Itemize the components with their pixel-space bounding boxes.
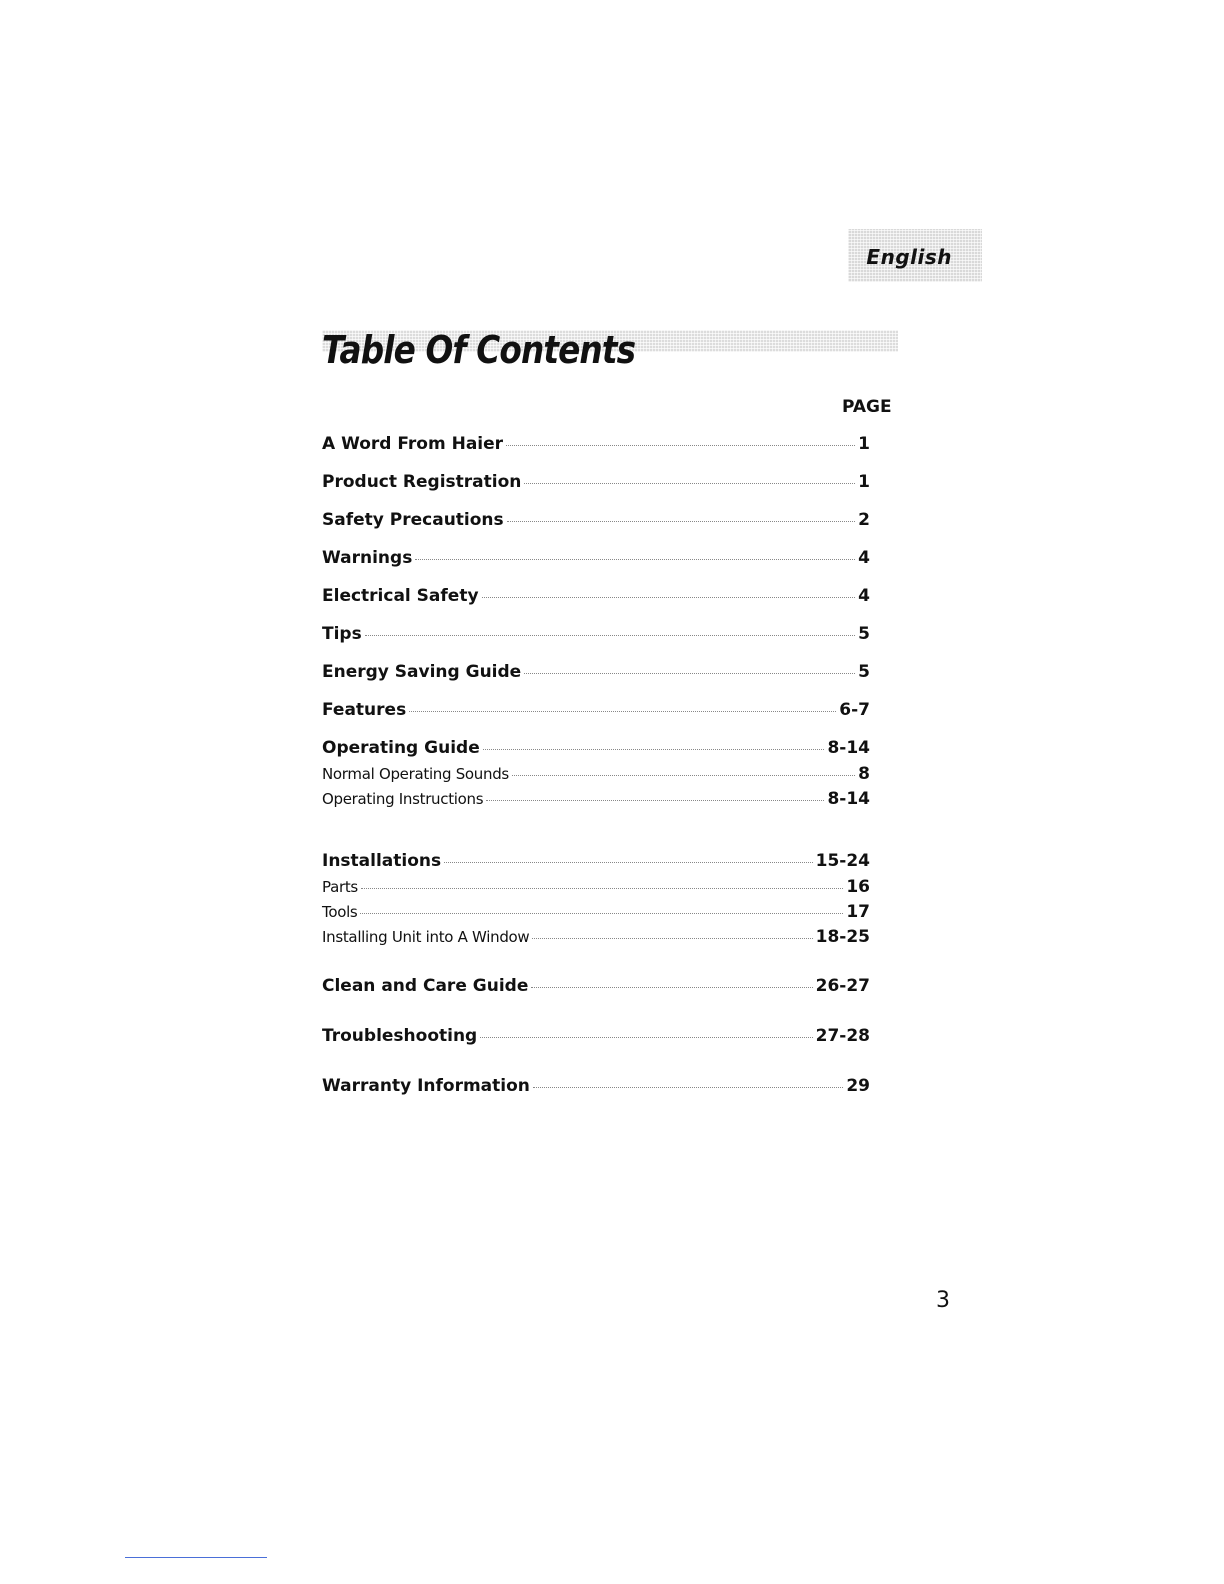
dot-leader [361, 888, 843, 889]
page-title: Table Of Contents [322, 328, 636, 372]
dot-leader [524, 673, 855, 674]
toc-entry-label: Features [322, 700, 407, 720]
toc-entry-label: Electrical Safety [322, 586, 479, 606]
toc-entry-label: Operating Guide [322, 738, 480, 758]
dot-leader [360, 913, 843, 914]
dot-leader [506, 445, 855, 446]
dot-leader [524, 483, 855, 484]
page-column-heading: PAGE [842, 397, 892, 417]
toc-subentry-label: Installing Unit into A Window [322, 928, 530, 946]
toc-subentry-page: 16 [846, 877, 870, 897]
toc-entry [322, 586, 870, 606]
dot-leader [482, 597, 856, 598]
dot-leader [531, 987, 812, 988]
toc-subentry [322, 789, 870, 809]
toc-entry-page: 4 [858, 548, 870, 568]
toc-entry-label: Safety Precautions [322, 510, 504, 530]
toc-entry-page: 26-27 [815, 976, 870, 996]
toc-entry-label: Energy Saving Guide [322, 662, 522, 682]
toc-entry-label: Installations [322, 851, 442, 871]
toc-entry [322, 851, 870, 871]
toc-entry [322, 976, 870, 996]
dot-leader [415, 559, 855, 560]
dot-leader [365, 635, 855, 636]
toc-entry-page: 6-7 [839, 700, 870, 720]
toc-entry-label: Clean and Care Guide [322, 976, 529, 996]
page-number: 3 [936, 1288, 950, 1313]
toc-entry-label: Warnings [322, 548, 413, 568]
dot-leader [533, 1087, 843, 1088]
toc-subentry [322, 927, 870, 947]
toc-entry-page: 8-14 [827, 738, 870, 758]
toc-entry-page: 15-24 [815, 851, 870, 871]
dot-leader [483, 749, 825, 750]
toc-subentry-page: 8 [858, 764, 870, 784]
toc-entry [322, 662, 870, 682]
toc-entry-label: A Word From Haier [322, 434, 504, 454]
dot-leader [480, 1037, 812, 1038]
toc-subentry-page: 8-14 [827, 789, 870, 809]
toc-entry [322, 700, 870, 720]
dot-leader [512, 775, 855, 776]
toc-entry-page: 1 [858, 472, 870, 492]
toc-entry-page: 2 [858, 510, 870, 530]
toc-entry [322, 1026, 870, 1046]
toc-entry [322, 624, 870, 644]
toc-entry [322, 434, 870, 454]
toc-entry-page: 1 [858, 434, 870, 454]
toc-entry-page: 27-28 [815, 1026, 870, 1046]
toc-entry-page: 5 [858, 624, 870, 644]
toc-subentry-label: Operating Instructions [322, 790, 484, 808]
toc-entry [322, 548, 870, 568]
toc-subentry-page: 17 [846, 902, 870, 922]
toc-subentry [322, 764, 870, 784]
dot-leader [409, 711, 836, 712]
toc-subentry-label: Tools [322, 903, 358, 921]
toc-entry-label: Product Registration [322, 472, 522, 492]
toc-subentry [322, 902, 870, 922]
footnote-rule [125, 1557, 267, 1558]
toc-entry-page: 5 [858, 662, 870, 682]
toc-subentry-label: Normal Operating Sounds [322, 765, 509, 783]
toc-entry-page: 4 [858, 586, 870, 606]
toc-entry [322, 1076, 870, 1096]
toc-subentry [322, 877, 870, 897]
toc-entry [322, 738, 870, 758]
toc-entry-page: 29 [846, 1076, 870, 1096]
toc-entry-label: Tips [322, 624, 362, 644]
toc-entry [322, 472, 870, 492]
toc-entry-label: Troubleshooting [322, 1026, 478, 1046]
language-label: English [866, 245, 952, 269]
toc-subentry-page: 18-25 [815, 927, 870, 947]
dot-leader [532, 938, 812, 939]
dot-leader [507, 521, 856, 522]
toc-subentry-label: Parts [322, 878, 358, 896]
toc-entry-label: Warranty Information [322, 1076, 530, 1096]
dot-leader [444, 862, 813, 863]
dot-leader [486, 800, 824, 801]
toc-entry [322, 510, 870, 530]
language-tab [848, 229, 982, 282]
